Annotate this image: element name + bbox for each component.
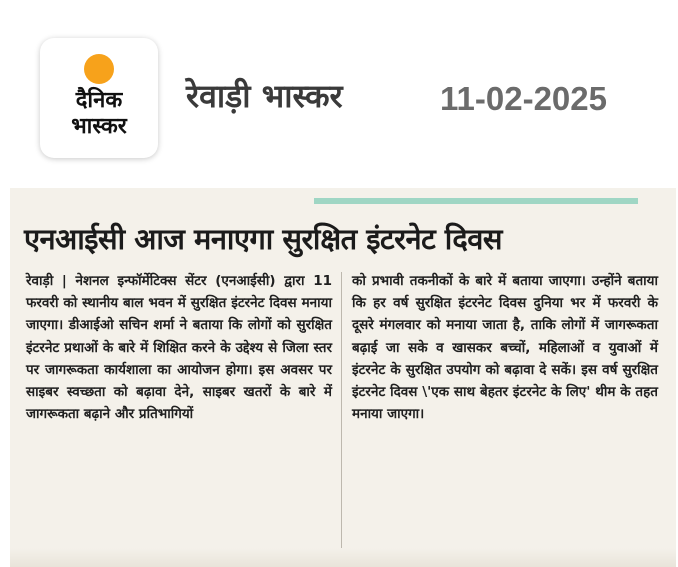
publication-date: 11-02-2025: [440, 80, 607, 117]
edition-title: रेवाड़ी भास्कर: [186, 77, 343, 115]
column-divider: [341, 272, 342, 548]
sun-icon: [84, 54, 114, 84]
clipping-bottom-edge: [10, 548, 676, 567]
logo-text-line2: भास्कर: [71, 114, 127, 139]
logo-text-line1: दैनिक: [75, 88, 123, 113]
dainik-bhaskar-logo: [40, 38, 158, 158]
article-headline: एनआईसी आज मनाएगा सुरक्षित इंटरनेट दिवस: [24, 222, 502, 256]
article-column-left: रेवाड़ी | नेशनल इन्फॉर्मेटिक्स सेंटर (एनआईसी) द्वारा 11 फरवरी को स्थानीय बाल भवन में सुरक्षित इंटरनेट दिवस मनाया जाएगा। डीआईओ सचिन शर्मा ने बताया कि लोगों को सुरक्षित इंटरनेट प्रथाओं के बारे में शिक्षित करने के उद्देश्य से जिला स्तर पर जागरूकता कार्यशाला का आयोजन होगा। इस अवसर पर साइबर स्वच्छता को बढ़ावा देने, साइबर खतरों के बारे में जागरूकता बढ़ाने और प्रतिभागियों: [26, 273, 332, 423]
clipping-top-rule: [314, 198, 638, 204]
article-column-right: को प्रभावी तकनीकों के बारे में बताया जाएगा। उन्होंने बताया कि हर वर्ष सुरक्षित इंटरनेट दिवस दुनिया भर में फरवरी के दूसरे मंगलवार को मनाया जाता है, ताकि लोगों में जागरूकता बढ़ाई जा सके व खासकर बच्चों, महिलाओं व युवाओं में इंटरनेट के सुरक्षित उपयोग को बढ़ावा दे सकें। इस वर्ष सुरक्षित इंटरनेट दिवस \'एक साथ बेहतर इंटरनेट के लिए' थीम के तहत मनाया जाएगा।: [352, 273, 658, 423]
